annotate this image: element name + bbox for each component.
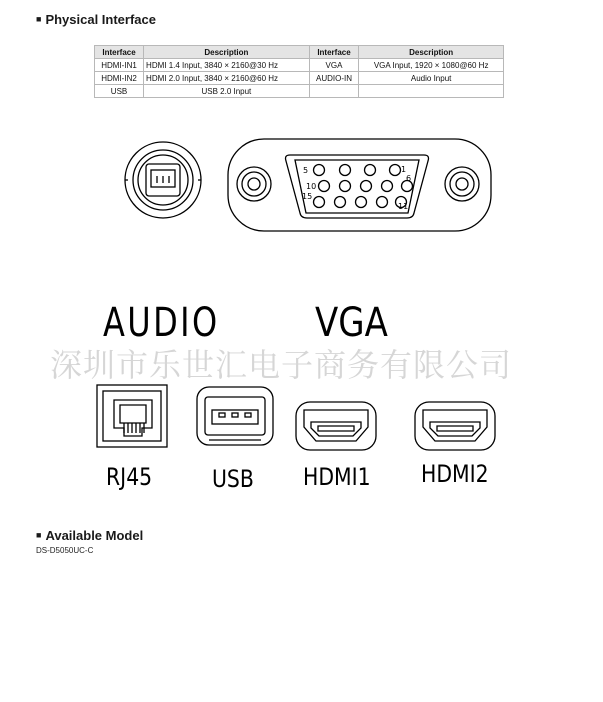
table-cell: Audio Input xyxy=(359,72,504,85)
table-cell: HDMI-IN1 xyxy=(95,59,144,72)
bullet-icon: ■ xyxy=(36,530,42,540)
hdmi1-label: HDMI1 xyxy=(303,463,371,491)
hdmi1-icon xyxy=(296,402,376,450)
vga-label: VGA xyxy=(315,300,388,346)
vga-pin-label-1: 1 xyxy=(401,165,407,174)
watermark: 深圳市乐世汇电子商务有限公司 xyxy=(50,346,513,384)
available-model-heading xyxy=(36,528,143,543)
usb-icon xyxy=(197,387,273,445)
header-description-2: Description xyxy=(359,46,504,59)
table-cell: HDMI 1.4 Input, 3840 × 2160@30 Hz xyxy=(144,59,310,72)
table-cell: USB xyxy=(95,85,144,98)
hdmi2-label: HDMI2 xyxy=(421,460,489,488)
model-number: DS-D5050UC-C xyxy=(36,546,94,555)
rj45-label: RJ45 xyxy=(106,463,153,491)
table-cell: HDMI-IN2 xyxy=(95,72,144,85)
vga-pin-label-6: 6 xyxy=(406,174,412,183)
vga-pin-label-5: 5 xyxy=(303,166,309,175)
vga-pin-label-15: 15 xyxy=(302,192,313,201)
vga-panel-connector xyxy=(228,139,491,231)
table-cell: VGA Input, 1920 × 1080@60 Hz xyxy=(359,59,504,72)
available-model-title: Available Model xyxy=(45,528,144,543)
hdmi2-icon xyxy=(415,402,495,450)
physical-interface-title: Physical Interface xyxy=(45,12,156,27)
table-cell: VGA xyxy=(309,59,359,72)
header-interface-2: Interface xyxy=(309,46,359,59)
table-cell: HDMI 2.0 Input, 3840 × 2160@60 Hz xyxy=(144,72,310,85)
header-description-1: Description xyxy=(144,46,310,59)
audio-label: AUDIO xyxy=(103,300,220,346)
rj45-icon xyxy=(97,385,167,447)
table-cell: AUDIO-IN xyxy=(309,72,359,85)
bullet-icon: ■ xyxy=(36,14,42,24)
usb-label: USB xyxy=(212,465,254,493)
header-interface-1: Interface xyxy=(95,46,144,59)
rj45-panel-connector xyxy=(125,142,201,218)
table-cell: USB 2.0 Input xyxy=(144,85,310,98)
vga-pin-label-10: 10 xyxy=(306,182,317,191)
vga-pin-label-11: 11 xyxy=(398,202,409,211)
